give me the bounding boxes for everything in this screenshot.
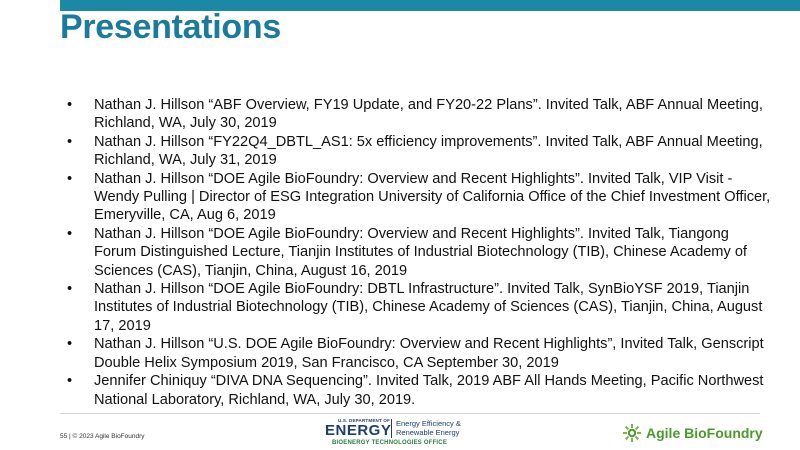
bullet-icon: • <box>67 336 73 353</box>
footer-page-info: 55 | © 2023 Agile BioFoundry <box>60 433 145 440</box>
bullet-icon: • <box>67 373 73 390</box>
bullet-icon: • <box>67 170 73 187</box>
list-item <box>60 335 775 372</box>
abf-logo <box>622 422 772 444</box>
abf-wordmark: Agile BioFoundry <box>646 425 763 441</box>
list-item <box>60 280 775 335</box>
list-item-text: Nathan J. Hillson “DOE Agile BioFoundry: Overview and Recent Highlights”. Invited Talk, VIP Visit - Wendy Pulling | Director of ESG Integration University of California Office of the Chief Investment Officer, Emeryville, CA, Aug 6, 2019 <box>94 170 771 224</box>
footer-divider <box>60 413 760 414</box>
bullet-icon: • <box>67 133 73 150</box>
doe-energy-wordmark: ENERGY <box>325 422 392 439</box>
doe-office-line2: Renewable Energy <box>396 428 460 437</box>
doe-office-line1: Energy Efficiency & <box>396 419 461 428</box>
list-item <box>60 170 775 225</box>
list-item <box>60 133 775 170</box>
list-item-text: Nathan J. Hillson “FY22Q4_DBTL_AS1: 5x efficiency improvements”. Invited Talk, ABF Annual Meeting, Richland, WA, July 31, 2019 <box>94 133 763 169</box>
doe-bto-label: BIOENERGY TECHNOLOGIES OFFICE <box>332 440 448 446</box>
list-item <box>60 372 775 409</box>
bullet-icon: • <box>67 281 73 298</box>
list-item-text: Nathan J. Hillson “DOE Agile BioFoundry: DBTL Infrastructure”. Invited Talk, SynBioYSF 2019, Tianjin Institutes of Industrial Biotechnology (TIB), Chinese Academy of Sciences (CAS), Tianjin, China, August 17, 2019 <box>94 281 763 334</box>
page-title: Presentations <box>60 8 281 46</box>
list-item-text: Nathan J. Hillson “ABF Overview, FY19 Update, and FY20-22 Plans”. Invited Talk, ABF Annual Meeting, Richland, WA, July 30, 2019 <box>94 97 763 132</box>
list-item <box>60 96 775 133</box>
list-item-text: Nathan J. Hillson “U.S. DOE Agile BioFoundry: Overview and Recent Highlights”, Invited Talk, Genscript Double Helix Symposium 2019, San Francisco, CA September 30, 2019 <box>94 336 764 371</box>
doe-logo-divider <box>391 419 392 438</box>
doe-logo <box>325 418 475 448</box>
bullet-icon: • <box>67 225 73 242</box>
list-item-text: Nathan J. Hillson “DOE Agile BioFoundry: Overview and Recent Highlights”. Invited Talk, Tiangong Forum Distinguished Lecture, Tianjin Institutes of Industrial Biotechnology (TIB), Chinese Academy of Sciences (CAS), Tianjin, China, August 16, 2019 <box>94 225 747 279</box>
presentation-list <box>60 96 775 409</box>
doe-dept-label: U.S. DEPARTMENT OF <box>338 418 391 423</box>
gear-icon <box>622 423 642 443</box>
list-item <box>60 225 775 280</box>
bullet-icon: • <box>67 97 73 113</box>
list-item-text: Jennifer Chiniquy “DIVA DNA Sequencing”. Invited Talk, 2019 ABF All Hands Meeting, Pacific Northwest National Laboratory, Richland, WA, July 30, 2019. <box>94 373 764 408</box>
